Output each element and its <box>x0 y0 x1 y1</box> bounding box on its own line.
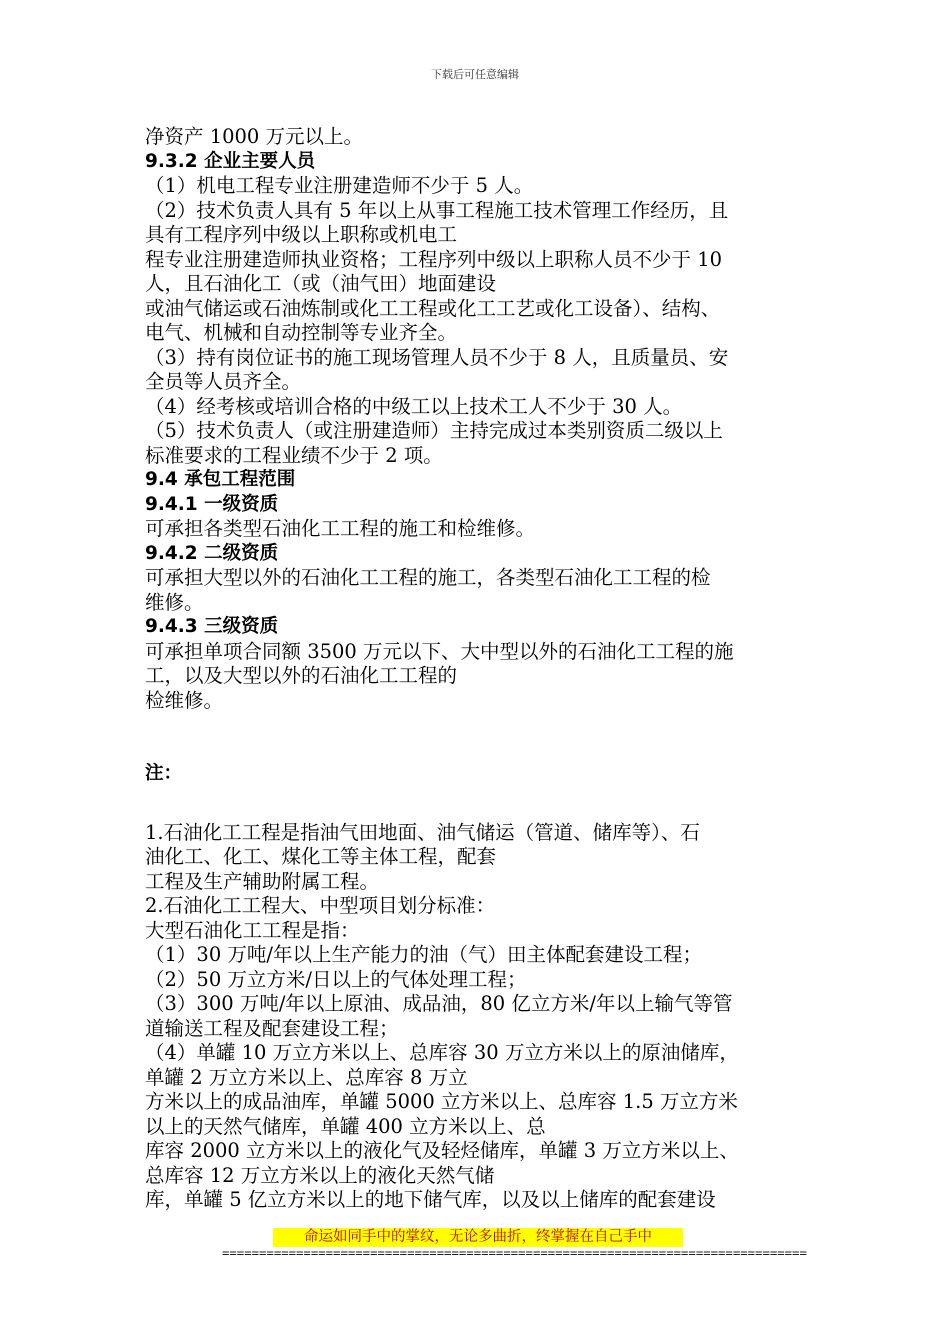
text-line: 可承担单项合同额 3500 万元以下、大中型以外的石油化工工程的施 <box>145 639 734 663</box>
text-line: 具有工程序列中级以上职称或机电工 <box>145 223 458 246</box>
text-line: 标准要求的工程业绩不少于 2 项。 <box>145 443 443 467</box>
text-line: （1）30 万吨/年以上生产能力的油（气）田主体配套建设工程； <box>145 943 702 966</box>
text-line: 全员等人员齐全。 <box>145 370 302 393</box>
note-heading: 注： <box>145 763 183 784</box>
text-line: 程专业注册建造师执业资格；工程序列中级以上职称人员不少于 10 <box>145 247 723 271</box>
text-line: 维修。 <box>145 590 204 614</box>
text-line: 单罐 2 万立方米以上、总库容 8 万立 <box>145 1065 468 1089</box>
section-heading: 9.4.3 三级资质 <box>145 616 279 637</box>
text-line: 净资产 1000 万元以上。 <box>145 125 364 148</box>
text-line: （3）持有岗位证书的施工现场管理人员不少于 8 人，且质量员、安 <box>145 345 729 369</box>
section-heading: 9.4 承包工程范围 <box>145 469 296 490</box>
text-line: 大型石油化工工程是指： <box>145 918 360 942</box>
text-line: 可承担各类型石油化工工程的施工和检维修。 <box>145 517 536 540</box>
text-line: 检维修。 <box>145 688 224 712</box>
text-line: 可承担大型以外的石油化工工程的施工，各类型石油化工工程的检 <box>145 566 711 589</box>
text-line: 人，且石油化工（或（油气田）地面建设 <box>145 272 497 295</box>
text-line: 工，以及大型以外的石油化工工程的 <box>145 664 458 687</box>
text-line: （5）技术负责人（或注册建造师）主持完成过本类别资质二级以上 <box>145 419 723 442</box>
text-line: （3）300 万吨/年以上原油、成品油，80 亿立方米/年以上输气等管 <box>145 992 733 1015</box>
page-header-note: 下载后可任意编辑 <box>431 68 519 81</box>
footer-motto-banner: 命运如同手中的掌纹，无论多曲折，终掌握在自己手中 <box>273 1228 683 1247</box>
text-line: 2.石油化工工程大、中型项目划分标准： <box>145 894 496 917</box>
section-heading: 9.4.1 一级资质 <box>145 493 279 515</box>
text-line: 以上的天然气储库，单罐 400 立方米以上、总 <box>145 1114 546 1138</box>
text-line: （4）单罐 10 万立方米以上、总库容 30 万立方米以上的原油储库， <box>145 1041 739 1064</box>
document-body <box>145 125 825 1213</box>
section-heading: 9.3.2 企业主要人员 <box>145 150 316 172</box>
text-line: （2）技术负责人具有 5 年以上从事工程施工技术管理工作经历，且 <box>145 198 729 222</box>
text-line: 或油气储运或石油炼制或化工工程或化工工艺或化工设备）、结构、 <box>145 296 721 320</box>
section-heading: 9.4.2 二级资质 <box>145 542 279 564</box>
text-line: 油化工、化工、煤化工等主体工程，配套 <box>145 845 497 868</box>
footer-divider: =============================================================================== <box>222 1246 807 1260</box>
text-line: 库容 2000 立方米以上的液化气及轻烃储库，单罐 3 万立方米以上、 <box>145 1139 739 1162</box>
text-line: 工程及生产辅助附属工程。 <box>145 869 380 893</box>
text-line: （4）经考核或培训合格的中级工以上技术工人不少于 30 人。 <box>145 394 683 418</box>
text-line: （1）机电工程专业注册建造师不少于 5 人。 <box>145 174 534 197</box>
text-line: 1.石油化工工程是指油气田地面、油气储运（管道、储库等）、石 <box>145 820 700 844</box>
blank-space <box>145 787 825 821</box>
text-line: 库，单罐 5 亿立方米以上的地下储气库，以及以上储库的配套建设 <box>145 1188 716 1211</box>
blank-space <box>145 713 825 762</box>
text-line: 电气、机械和自动控制等专业齐全。 <box>145 321 458 344</box>
text-line: 道输送工程及配套建设工程； <box>145 1016 399 1040</box>
text-line: 总库容 12 万立方米以上的液化天然气储 <box>145 1163 495 1187</box>
text-line: 方米以上的成品油库，单罐 5000 立方米以上、总库容 1.5 万立方米 <box>145 1090 738 1113</box>
text-line: （2）50 万立方米/日以上的气体处理工程； <box>145 967 527 991</box>
